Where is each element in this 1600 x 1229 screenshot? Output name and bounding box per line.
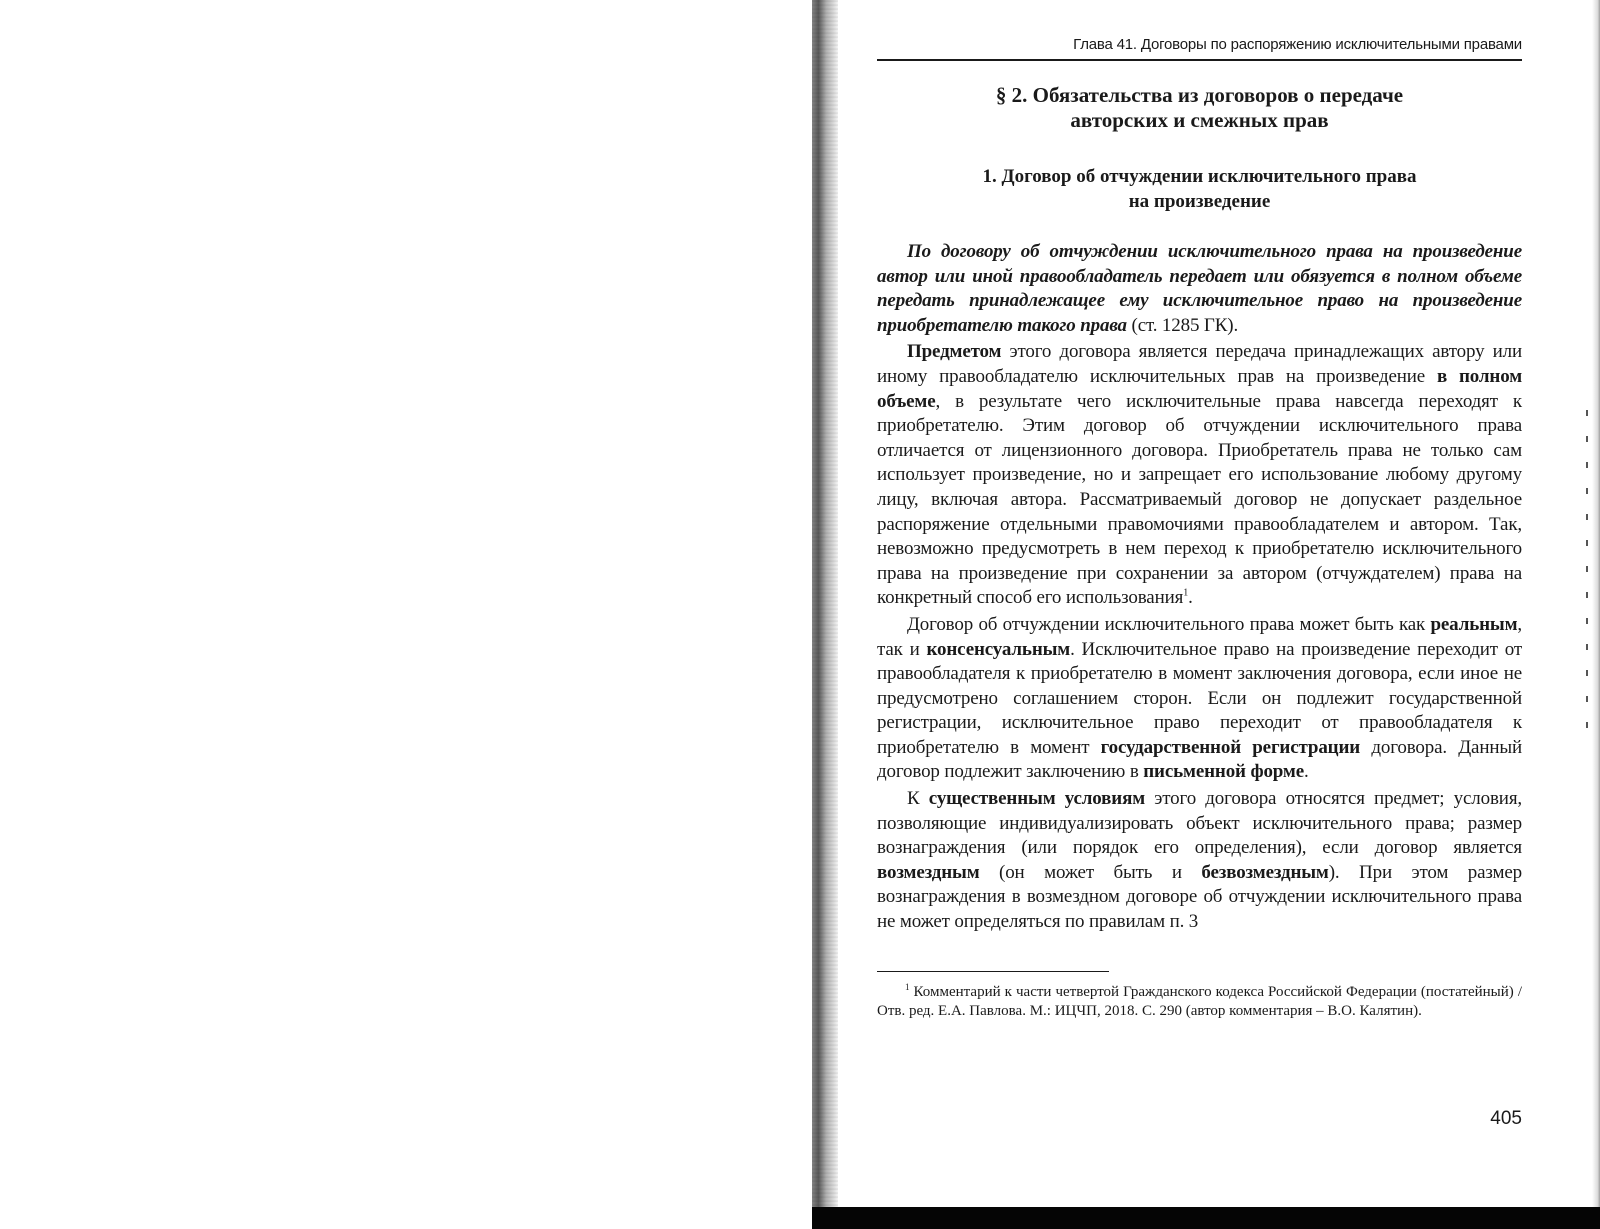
paragraph-text: (он может быть и — [979, 861, 1202, 883]
paragraph-text: Договор об отчуждении исключительного права может быть как — [907, 613, 1431, 635]
subsection-title — [877, 164, 1522, 214]
paragraph-essential-terms — [877, 787, 1522, 935]
section-title-line-2: авторских и смежных прав — [1070, 108, 1329, 132]
section-title — [877, 83, 1522, 133]
term-essential-conditions: существенным условиям — [928, 788, 1146, 810]
paragraph-text: ). При этом размер вознаграждения в возмездном договоре об отчуждении исключительного права не может определяться по правилам п. 3 — [877, 861, 1522, 933]
term-consensual: консенсуальным — [926, 638, 1071, 660]
term-subject: Предметом — [907, 341, 1002, 363]
scan-edge-marks — [1586, 410, 1588, 730]
paragraph-text: этого договора является передача принадлежащих автору или иному правообладателю исключительных прав на произведение — [877, 341, 1522, 387]
term-compensated: возмездным — [877, 861, 980, 883]
footnote-mark: 1 — [905, 981, 910, 992]
term-gratuitous: безвозмездным — [1201, 861, 1329, 883]
paragraph-contract-type — [877, 613, 1522, 785]
scan-bottom-edge — [812, 1207, 1600, 1229]
section-title-line-1: § 2. Обязательства из договоров о передаче — [995, 83, 1404, 107]
paragraph-subject — [877, 340, 1522, 611]
paragraph-text: . — [1188, 587, 1193, 609]
book-spine-shadow — [812, 0, 838, 1229]
subsection-title-line-1: 1. Договор об отчуждении исключительного права — [982, 166, 1417, 187]
paragraph-text: договора. Данный договор подлежит заключению в — [877, 736, 1522, 783]
footnote-reference: 1 — [1183, 587, 1189, 599]
paragraph-text: . — [1304, 761, 1309, 783]
paragraph-text: , так и — [877, 613, 1522, 660]
page-right-edge — [1592, 0, 1600, 1207]
article-reference: (ст. 1285 ГК). — [1126, 314, 1239, 336]
running-head: Глава 41. Договоры по распоряжению исключительными правами — [877, 36, 1522, 61]
paragraph-definition — [877, 240, 1522, 338]
page-number: 405 — [1490, 1108, 1522, 1129]
paragraph-text: . Исключительное право на произведение переходит от правообладателя к приобретателю в момент заключения договора, если иное не предусмотрено соглашением сторон. Если он подлежит государственной регистрации, исключительное право переходит от правообладателя к приобретателю в момент — [877, 638, 1522, 758]
subsection-title-line-2: на произведение — [1128, 191, 1271, 212]
paragraph-text: , в результате чего исключительные права навсегда переходят к приобретателю. Этим договор об отчуждении исключительного права отличается от лицензионного договора. Приобретатель права не только сам использует произведение, но и запрещает его использование любому другому лицу, включая автора. Рассматриваемый договор не допускает раздельное распоряжение отдельными правомочиями правообладателем и автором. Так, невозможно предусмотреть в нем переход к приобретателю исключительного права на произведение при сохранении за автором (отчуждателем) права на конкретный способ его использования — [877, 390, 1522, 609]
footnote-divider — [877, 971, 1109, 972]
book-page — [877, 36, 1522, 1021]
definition-text: По договору об отчуждении исключительного права на произведение автор или иной правообладатель передает или обязуется в полном объеме передать принадлежащее ему исключительное право на произведение приобретателю такого права — [877, 241, 1522, 336]
term-written-form: письменной форме — [1143, 761, 1304, 783]
footnote — [877, 978, 1522, 1021]
paragraph-text: К — [907, 788, 929, 810]
footnote-text: Комментарий к части четвертой Гражданского кодекса Российской Федерации (постатейный) / Отв. ред. Е.А. Павлова. М.: ИЦЧП, 2018. С. 290 (автор комментария – В.О. Калятин). — [877, 983, 1522, 1019]
paragraph-text: этого договора относятся предмет; условия, позволяющие индивидуализировать объект исключительного права; размер вознаграждения (или порядок его определения), если договор является — [877, 788, 1523, 859]
term-state-registration: государственной регистрации — [1100, 736, 1361, 758]
term-full-scope: в полном объеме — [877, 365, 1522, 412]
term-real: реальным — [1430, 613, 1518, 635]
